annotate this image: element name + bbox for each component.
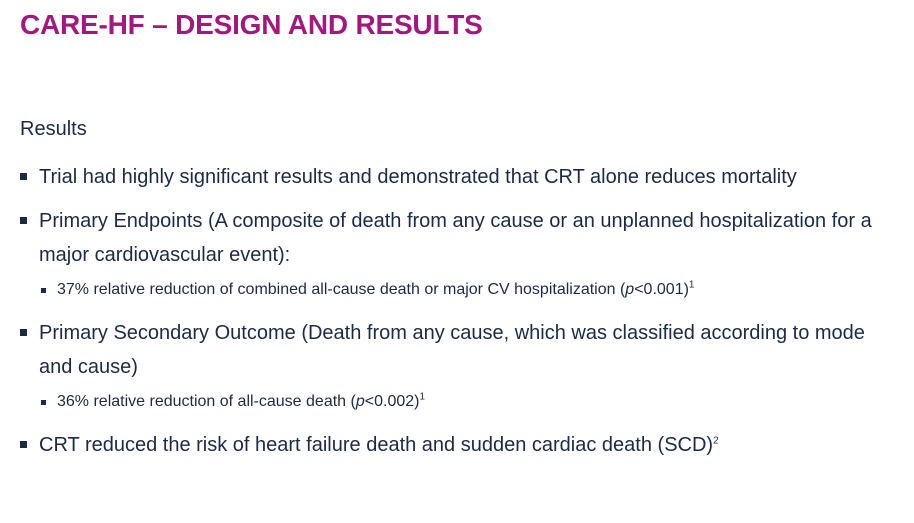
bullet-scd <box>20 428 900 462</box>
bullet-primary-endpoints <box>20 204 900 272</box>
bullet-text: Primary Secondary Outcome (Death from any cause, which was classified according to mode and cause) <box>39 322 865 378</box>
subbullet-text: 36% relative reduction of all-cause death ( <box>57 393 356 410</box>
footnote-ref: 1 <box>688 279 695 291</box>
subbullet-marker <box>41 288 46 293</box>
bullet-text: CRT reduced the risk of heart failure death and sudden cardiac death (SCD) <box>39 434 714 456</box>
subbullet-primary-reduction <box>20 278 900 302</box>
bullet-marker <box>20 173 27 180</box>
bullet-marker <box>20 217 27 224</box>
bullet-marker <box>20 329 27 336</box>
bullet-marker <box>20 441 27 448</box>
p-value: <0.002) <box>364 393 420 410</box>
p-symbol: p <box>625 281 635 298</box>
bullet-text: Trial had highly significant results and demonstrated that CRT alone reduces mortality <box>39 166 797 188</box>
bullet-list <box>20 160 900 462</box>
subbullet-marker <box>41 400 46 405</box>
footnote-ref: 1 <box>419 391 426 403</box>
bullet-secondary-outcome <box>20 316 900 384</box>
slide-title: CARE-HF – DESIGN AND RESULTS <box>20 9 483 40</box>
subbullet-text: 37% relative reduction of combined all-cause death or major CV hospitalization ( <box>57 281 626 298</box>
p-value: <0.001) <box>634 281 689 298</box>
section-heading: Results <box>20 118 87 140</box>
footnote-ref: 2 <box>713 435 719 447</box>
subbullet-death-reduction <box>20 390 900 414</box>
bullet-mortality <box>20 160 900 194</box>
bullet-text: Primary Endpoints (A composite of death from any cause or an unplanned hospitalization for a major cardiovascular event): <box>39 210 872 266</box>
p-symbol: p <box>355 393 365 410</box>
